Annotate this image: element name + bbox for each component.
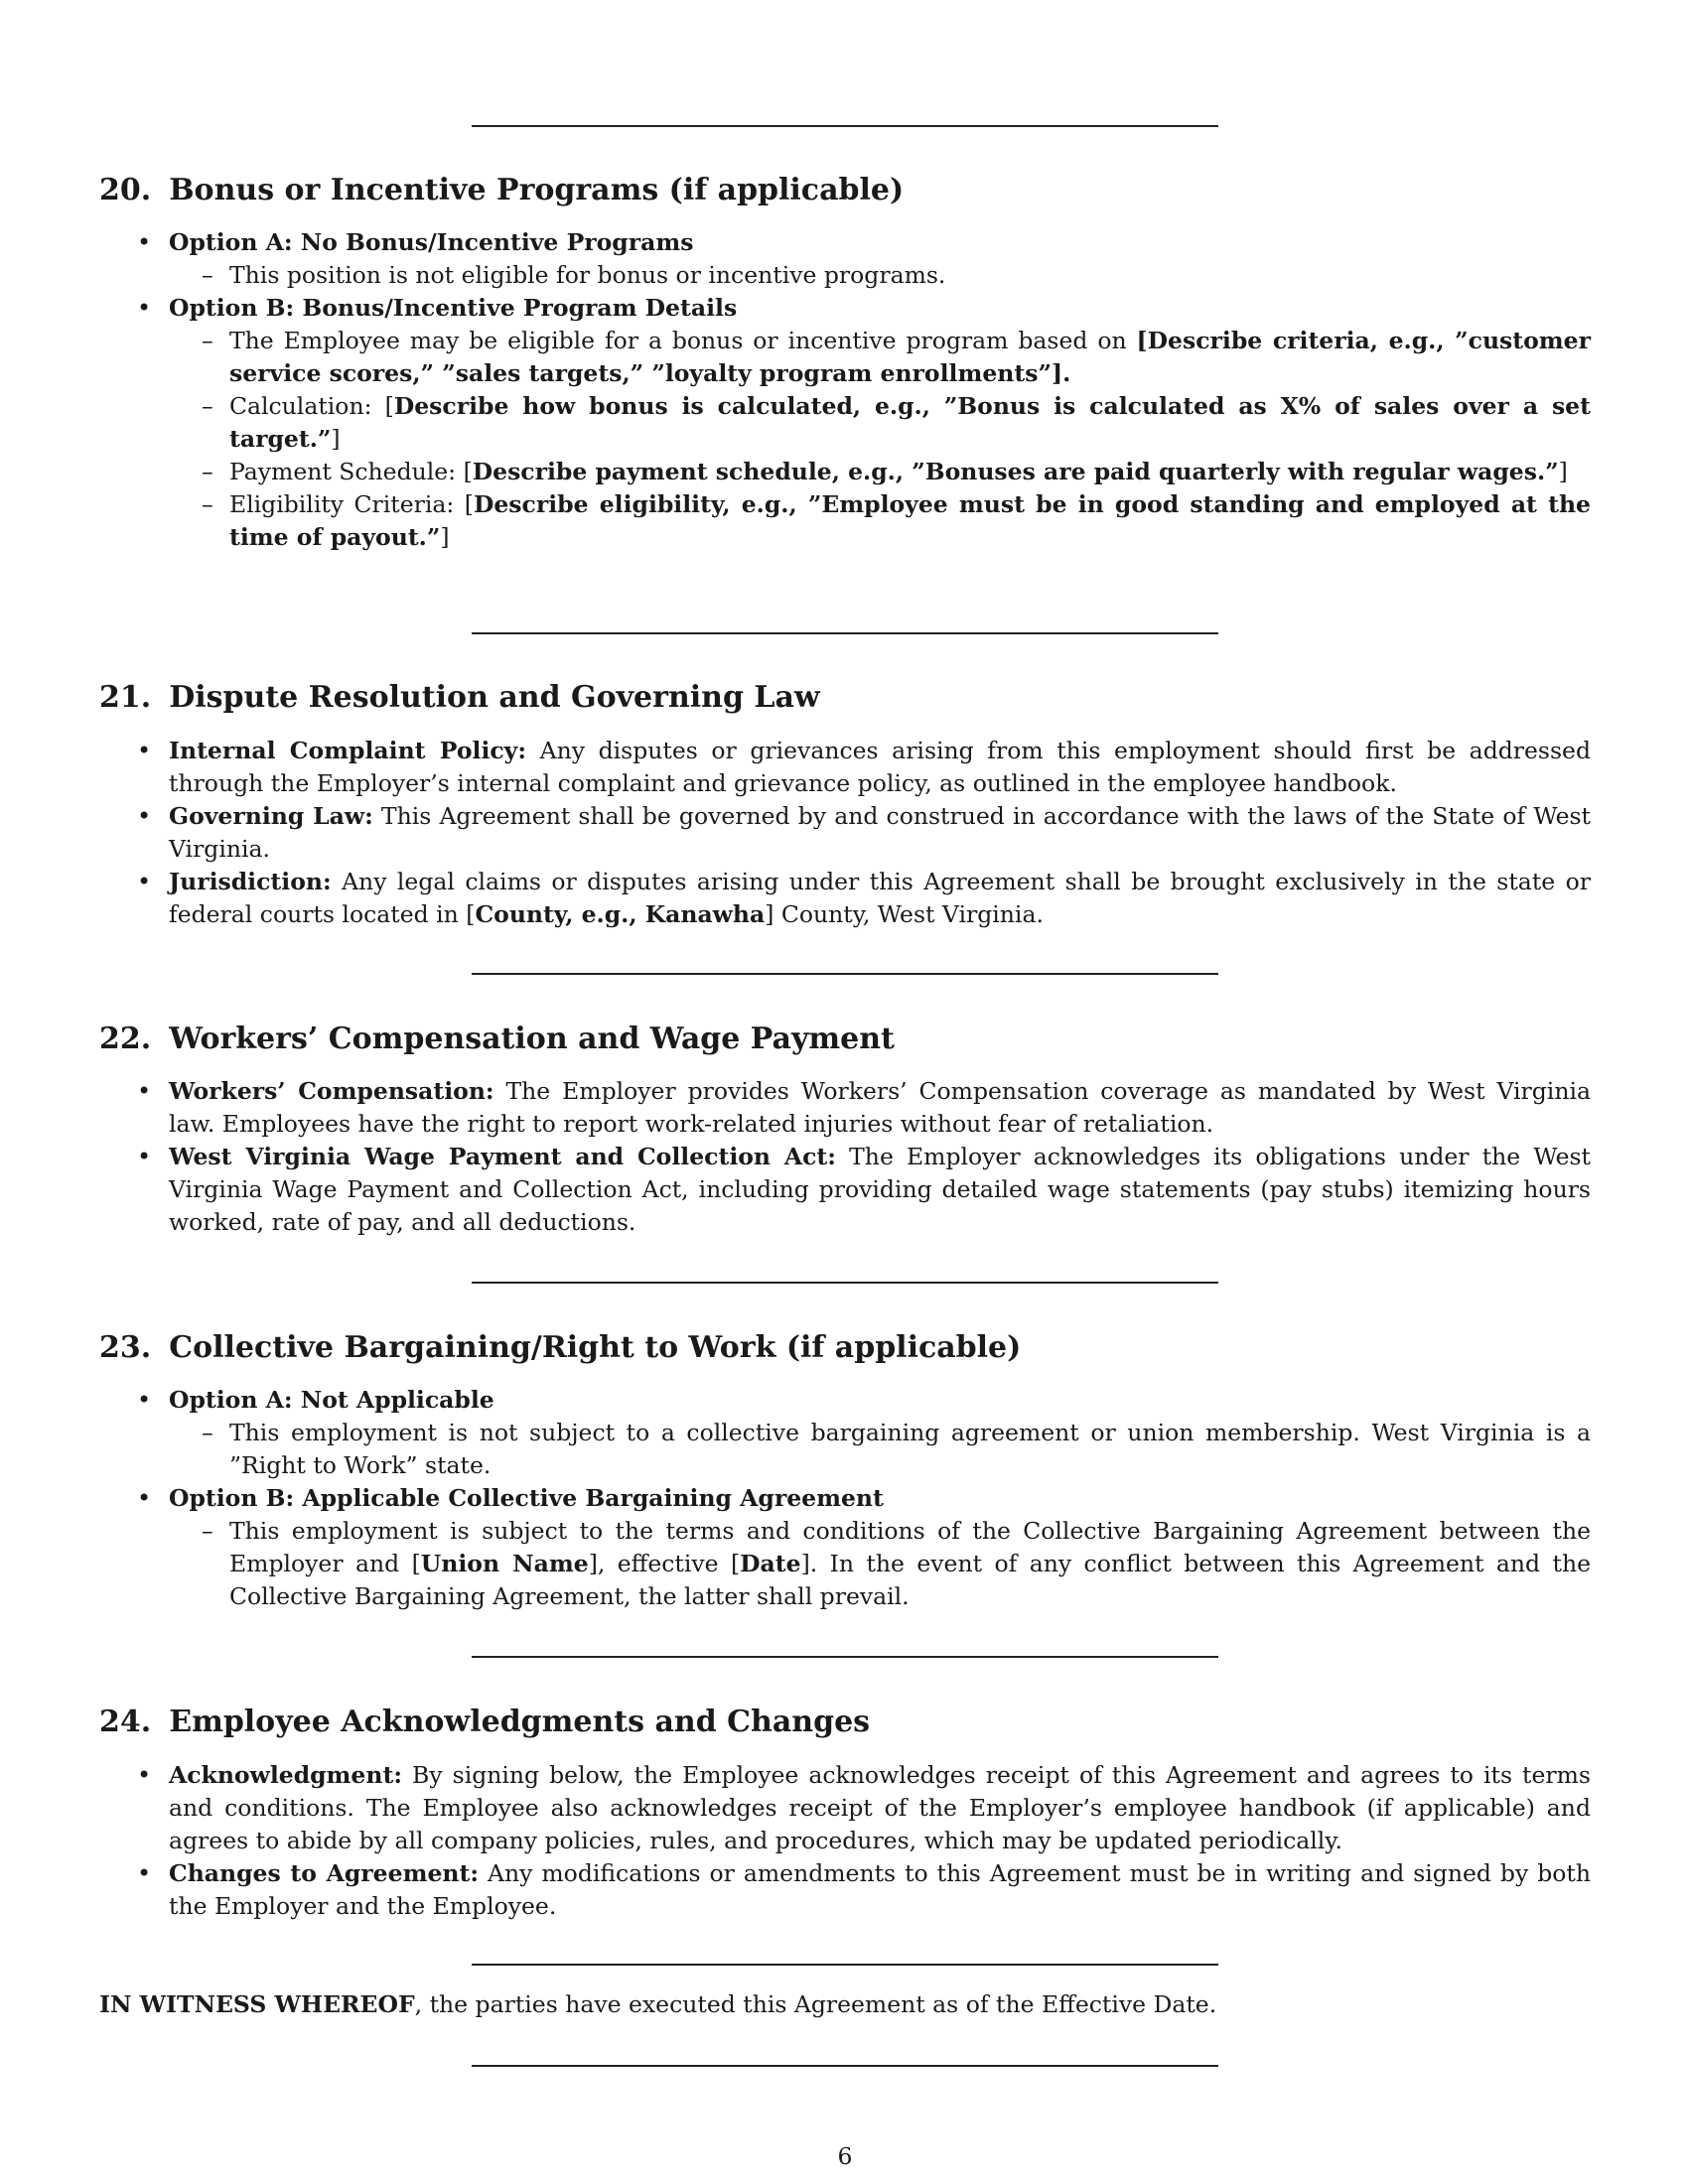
sub-list-item: – This employment is not subject to a collective bargaining agreement or union membership. West Virginia is a ”Right to Work” state. bbox=[169, 1417, 1591, 1482]
horizontal-rule bbox=[472, 632, 1218, 634]
section-20-body bbox=[99, 226, 1591, 554]
sub-list-item: – Payment Schedule: [Describe payment schedule, e.g., ”Bonuses are paid quarterly with regular wages.”] bbox=[169, 456, 1591, 488]
sub-list-item: – The Employee may be eligible for a bonus or incentive program based on [Describe criteria, e.g., ”customer service scores,” ”sales targets,” ”loyalty program enrollments”]. bbox=[169, 325, 1591, 390]
list-item: • Jurisdiction: Any legal claims or disputes arising under this Agreement shall be brought exclusively in the state or federal courts located in [County, e.g., Kanawha] County, West Virginia. bbox=[99, 866, 1591, 931]
witness-statement: IN WITNESS WHEREOF, the parties have executed this Agreement as of the Effective Date. bbox=[99, 1990, 1217, 2018]
horizontal-rule bbox=[472, 973, 1218, 975]
section-23-heading: 23. Collective Bargaining/Right to Work (if applicable) bbox=[99, 1330, 1022, 1365]
sub-list-item: – Eligibility Criteria: [Describe eligibility, e.g., ”Employee must be in good standing and employed at the time of payout.”] bbox=[169, 488, 1591, 554]
horizontal-rule bbox=[472, 2065, 1218, 2067]
section-24-body bbox=[99, 1759, 1591, 1923]
page-number: 6 bbox=[837, 2142, 853, 2170]
sub-list-item: – This employment is subject to the terms and conditions of the Collective Bargaining Agreement between the Employer and [Union Name], effective [Date]. In the event of any conflict between this Agreement and the Collective Bargaining Agreement, the latter shall prevail. bbox=[169, 1515, 1591, 1613]
list-item: • West Virginia Wage Payment and Collection Act: The Employer acknowledges its obligations under the West Virginia Wage Payment and Collection Act, including providing detailed wage statements (pay stubs) itemizing hours worked, rate of pay, and all deductions. bbox=[99, 1141, 1591, 1239]
list-item: • Option B: Bonus/Incentive Program Details – The Employee may be eligible for a bonus or incentive program based on [Describe criteria, e.g., ”customer service scores,” ”sales targets,” ”loyalty program enrollments”]. – Calculation: [Describe how bonus is calculated, e.g., ”Bonus is calculated as X% of sales over a set target.”] – Payment Schedule: [Describe payment schedule, e.g., ”Bonuses are paid quarterly with regular wages.”] – Eligibility Criteria: [Describe eligibility, e.g., ”Employee must be in good standing and employed at the time of payout.”] bbox=[99, 292, 1591, 554]
list-item: • Governing Law: This Agreement shall be governed by and construed in accordance with the laws of the State of West Virginia. bbox=[99, 800, 1591, 866]
horizontal-rule bbox=[472, 1964, 1218, 1966]
section-20-heading: 20. Bonus or Incentive Programs (if applicable) bbox=[99, 173, 905, 207]
section-22-body bbox=[99, 1075, 1591, 1239]
sub-list-item: – This position is not eligible for bonus or incentive programs. bbox=[169, 259, 1591, 292]
section-24-heading: 24. Employee Acknowledgments and Changes bbox=[99, 1705, 871, 1739]
horizontal-rule bbox=[472, 1656, 1218, 1658]
list-item: • Internal Complaint Policy: Any disputes or grievances arising from this employment should first be addressed through the Employer’s internal complaint and grievance policy, as outlined in the employee handbook. bbox=[99, 735, 1591, 800]
list-item: • Acknowledgment: By signing below, the Employee acknowledges receipt of this Agreement and agrees to its terms and conditions. The Employee also acknowledges receipt of the Employer’s employee handbook (if applicable) and agrees to abide by all company policies, rules, and procedures, which may be updated periodically. bbox=[99, 1759, 1591, 1857]
section-21-heading: 21. Dispute Resolution and Governing Law bbox=[99, 680, 820, 715]
list-item: • Workers’ Compensation: The Employer provides Workers’ Compensation coverage as mandated by West Virginia law. Employees have the right to report work-related injuries without fear of retaliation. bbox=[99, 1075, 1591, 1141]
list-item: • Option A: No Bonus/Incentive Programs – This position is not eligible for bonus or incentive programs. bbox=[99, 226, 1591, 292]
list-item: • Option B: Applicable Collective Bargaining Agreement – This employment is subject to the terms and conditions of the Collective Bargaining Agreement between the Employer and [Union Name], effective [Date]. In the event of any conflict between this Agreement and the Collective Bargaining Agreement, the latter shall prevail. bbox=[99, 1482, 1591, 1613]
horizontal-rule bbox=[472, 125, 1218, 127]
section-22-heading: 22. Workers’ Compensation and Wage Payment bbox=[99, 1022, 895, 1056]
document-page bbox=[99, 0, 1591, 2184]
section-21-body bbox=[99, 735, 1591, 931]
horizontal-rule bbox=[472, 1282, 1218, 1284]
list-item: • Changes to Agreement: Any modifications or amendments to this Agreement must be in writing and signed by both the Employer and the Employee. bbox=[99, 1857, 1591, 1923]
section-23-body bbox=[99, 1384, 1591, 1613]
list-item: • Option A: Not Applicable – This employment is not subject to a collective bargaining agreement or union membership. West Virginia is a ”Right to Work” state. bbox=[99, 1384, 1591, 1482]
sub-list-item: – Calculation: [Describe how bonus is calculated, e.g., ”Bonus is calculated as X% of sales over a set target.”] bbox=[169, 390, 1591, 456]
